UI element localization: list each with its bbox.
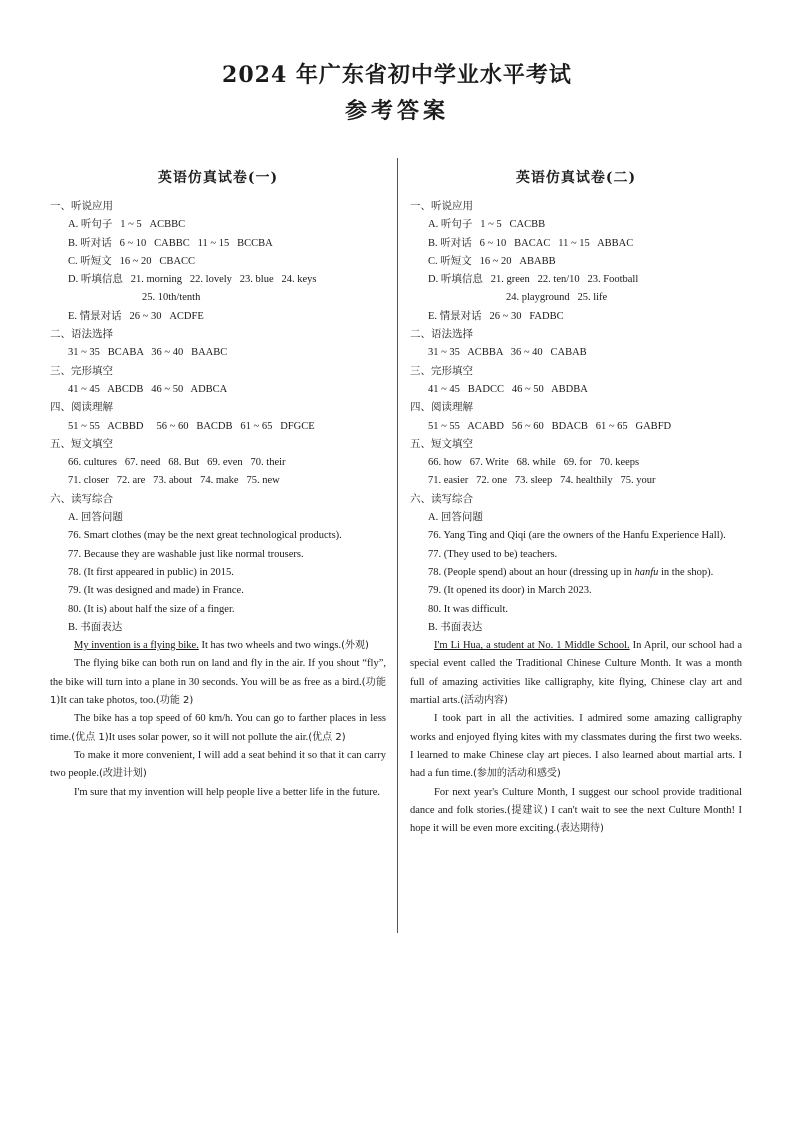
essay-note: (功能 2) — [155, 695, 194, 707]
essay-note: (外观) — [341, 640, 369, 652]
answer-line: C. 听短文 16 ~ 20 CBACC — [68, 255, 196, 267]
essay-note: (活动内容) — [460, 695, 508, 707]
essay-note: (参加的活动和感受) — [472, 768, 561, 780]
essay-paragraph: My invention is a flying bike. It has two wheels and two wings.(外观) — [74, 640, 369, 652]
answer-line: A. 听句子 1 ~ 5 ACBBC — [68, 219, 186, 231]
answer-line: 51 ~ 55 ACBBD 56 ~ 60 BACDB 61 ~ 65 DFGCE — [68, 420, 315, 432]
answer-line: 71. easier 72. one 73. sleep 74. healthily 75. your — [428, 475, 656, 487]
section-gap-fill: 五、短文填空 — [50, 438, 113, 450]
paper-1-column — [50, 166, 386, 802]
section-reading: 四、阅读理解 — [50, 402, 113, 414]
answer-line: 76. Yang Ting and Qiqi (are the owners of the Hanfu Experience Hall). — [428, 530, 726, 542]
answer-line: 80. It was difficult. — [428, 603, 509, 615]
answer-line: 78. (It first appeared in public) in 2015. — [68, 566, 234, 578]
section-listening: 一、听说应用 — [410, 201, 473, 212]
column-divider — [397, 158, 398, 933]
essay-note: (功能 1) — [50, 676, 386, 707]
document-subtitle: 参考答案 — [344, 98, 449, 124]
section-writing: 六、读写综合 — [410, 493, 473, 505]
essay-note: (提建议) — [506, 804, 548, 816]
section-reading: 四、阅读理解 — [410, 402, 473, 414]
essay-paragraph: I took part in all the activities. I admired some amazing calligraphy works and enjoyed flying kites with my classmates during the first two weeks. I learned to make Chinese clay art pieces. I also learned about martial arts. I had a fun time.(参加的活动和感受) — [410, 713, 742, 780]
subsection-essay: B. 书面表达 — [68, 621, 123, 633]
subsection-essay: B. 书面表达 — [428, 621, 483, 633]
answer-line: 79. (It opened its door) in March 2023. — [428, 585, 592, 597]
section-listening: 一、听说应用 — [50, 201, 113, 212]
answer-line: 41 ~ 45 BADCC 46 ~ 50 ABDBA — [428, 383, 588, 395]
answer-line: 24. playground 25. life — [506, 292, 608, 304]
answer-line: 77. (They used to be) teachers. — [428, 548, 558, 560]
answer-line: C. 听短文 16 ~ 20 ABABB — [428, 255, 556, 267]
section-grammar: 二、语法选择 — [410, 329, 473, 341]
answer-line: 41 ~ 45 ABCDB 46 ~ 50 ADBCA — [68, 383, 228, 395]
essay-note: (表达期待) — [556, 823, 604, 835]
essay-note: (优点 1) — [71, 731, 109, 743]
answer-line: B. 听对话 6 ~ 10 BACAC 11 ~ 15 ABBAC — [428, 237, 634, 249]
essay-paragraph: The flying bike can both run on land and fly in the air. If you shout “fly”, the bike will turn into a plane in 30 seconds. You will be as free as a bird.(功能 1)It can take photos, too.(功能 2) — [50, 658, 386, 707]
answer-line: D. 听填信息 21. morning 22. lovely 23. blue 24. keys — [68, 274, 317, 286]
section-gap-fill: 五、短文填空 — [410, 438, 473, 450]
paper-2-column — [410, 166, 742, 838]
answer-line: E. 情景对话 26 ~ 30 FADBC — [428, 310, 564, 322]
essay-underlined-sentence: My invention is a flying bike. — [74, 640, 199, 652]
answer-line: D. 听填信息 21. green 22. ten/10 23. Football — [428, 274, 639, 286]
answer-line: 79. (It was designed and made) in France. — [68, 585, 244, 597]
essay-paragraph: I'm Li Hua, a student at No. 1 Middle School. In April, our school had a special event called the Traditional Chinese Culture Month. It was a month full of amazing activities like calligraphy, kite flying, Chinese clay art and martial arts.(活动内容) — [410, 640, 743, 707]
answer-line: E. 情景对话 26 ~ 30 ACDFE — [68, 310, 204, 322]
essay-note: (改进计划) — [99, 768, 147, 780]
paper-2-title: 英语仿真试卷(二) — [515, 170, 637, 186]
section-cloze: 三、完形填空 — [410, 365, 473, 377]
essay-paragraph: I'm sure that my invention will help people live a better life in the future. — [74, 786, 381, 798]
essay-paragraph: To make it more convenient, I will add a seat behind it so that it can carry two people.(改进计划) — [50, 749, 386, 780]
subsection-questions: A. 回答问题 — [428, 512, 483, 524]
answer-line: 76. Smart clothes (may be the next great technological products). — [68, 530, 342, 542]
answer-line: 77. Because they are washable just like normal trousers. — [68, 548, 304, 560]
essay-underlined-sentence: I'm Li Hua, a student at No. 1 Middle School. — [434, 640, 630, 652]
document-title: 2024 年广东省初中学业水平考试 — [222, 62, 572, 88]
section-grammar: 二、语法选择 — [50, 329, 113, 341]
answer-line: 80. (It is) about half the size of a finger. — [68, 603, 235, 615]
answer-line: B. 听对话 6 ~ 10 CABBC 11 ~ 15 BCCBA — [68, 237, 273, 249]
essay-paragraph: The bike has a top speed of 60 km/h. You can go to farther places in less time.(优点 1)It uses solar power, so it will not pollute the air.(优点 2) — [50, 713, 386, 743]
answer-line: 31 ~ 35 ACBBA 36 ~ 40 CABAB — [428, 347, 587, 359]
paper-1-title: 英语仿真试卷(一) — [157, 170, 279, 186]
answer-line: 66. how 67. Write 68. while 69. for 70. keeps — [428, 457, 640, 469]
subsection-questions: A. 回答问题 — [68, 512, 123, 524]
essay-paragraph: For next year's Culture Month, I suggest our school provide traditional dance and folk stories.(提建议) I can't wait to see the next Culture Month! I hope it will be even more exciting.(表达期待) — [410, 786, 742, 835]
essay-note: (优点 2) — [308, 731, 346, 743]
answer-line: 51 ~ 55 ACABD 56 ~ 60 BDACB 61 ~ 65 GABFD — [428, 420, 672, 432]
answer-line: A. 听句子 1 ~ 5 CACBB — [428, 219, 546, 231]
answer-line: 71. closer 72. are 73. about 74. make 75. new — [68, 475, 280, 487]
answer-line: 25. 10th/tenth — [142, 292, 201, 304]
answer-line: 31 ~ 35 BCABA 36 ~ 40 BAABC — [68, 347, 228, 359]
answer-line: 78. (People spend) about an hour (dressing up in hanfu in the shop). — [428, 566, 714, 578]
section-writing: 六、读写综合 — [50, 493, 113, 505]
answer-line: 66. cultures 67. need 68. But 69. even 70. their — [68, 457, 286, 469]
section-cloze: 三、完形填空 — [50, 365, 113, 377]
